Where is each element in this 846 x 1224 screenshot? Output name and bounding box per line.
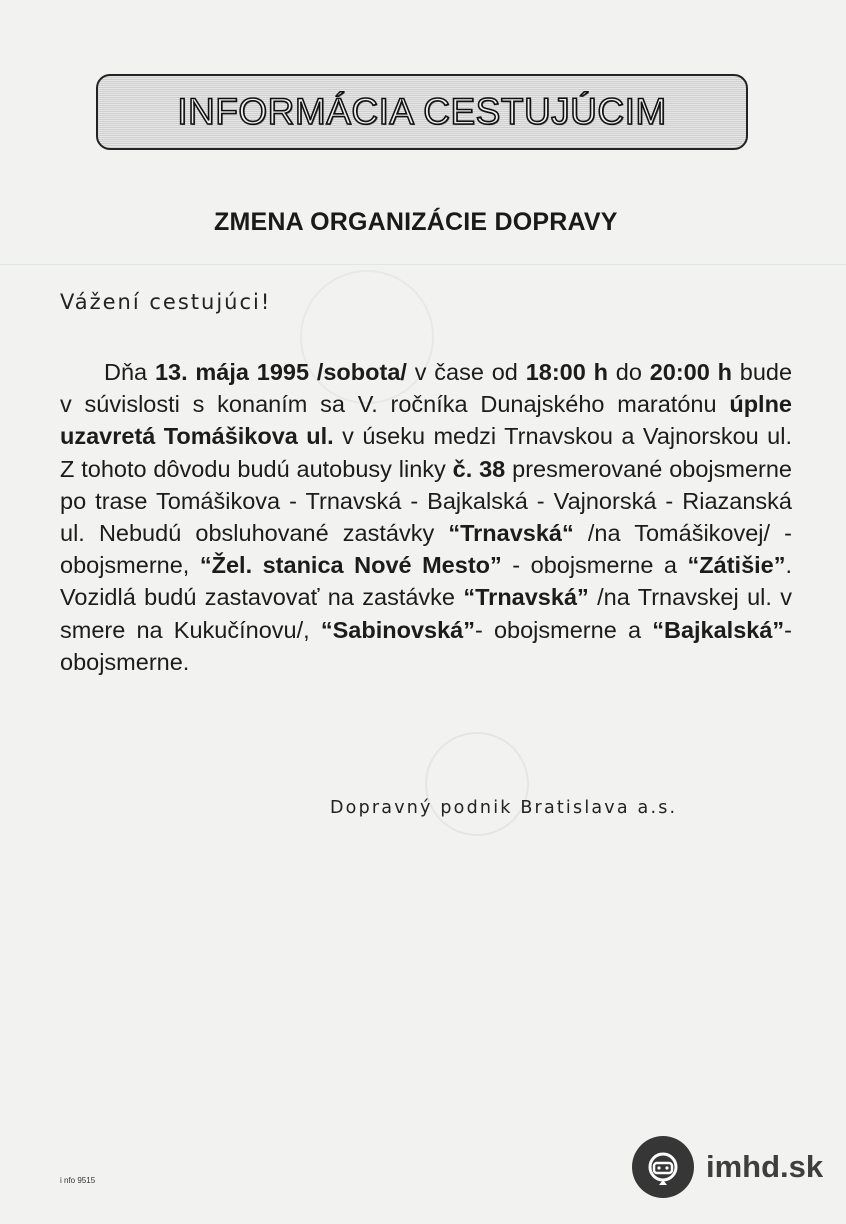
- closed-street: úplne uzavretá Tomášikova ul.: [60, 391, 793, 450]
- body-text: do: [615, 359, 642, 385]
- brand-name: imhd.sk: [706, 1149, 824, 1184]
- bus-line: č. 38: [452, 455, 506, 482]
- watermark-seal: [425, 732, 529, 836]
- body-text: . Vozidlá budú zastavovať na zastávke: [60, 552, 793, 611]
- stop-name: “Sabinovská”: [320, 616, 475, 643]
- body-text: presmerované obojsmerne po trase Tomášikova - Trnavská - Bajkalská - Vajnorská - Riazanská ul. Nebudú obsluhované zastávky: [60, 455, 793, 547]
- subtitle: ZMENA ORGANIZÁCIE DOPRAVY: [214, 208, 618, 236]
- stop-name: “Zátišie”: [687, 552, 786, 579]
- scan-line: [0, 264, 846, 265]
- body-text: /na Trnavskej ul. v smere na Kukučínovu/,: [60, 584, 793, 643]
- signature: Dopravný podnik Bratislava a.s.: [330, 798, 678, 818]
- notice-body: [60, 356, 792, 678]
- body-text: bude v súvislosti s konaním sa V. ročníka Dunajského maratónu: [60, 359, 793, 418]
- time-start: 18:00 h: [525, 359, 608, 385]
- time-end: 20:00 h: [649, 359, 732, 385]
- body-text: - obojsmerne a: [474, 616, 642, 643]
- body-text: - obojsmerne a: [512, 552, 678, 579]
- body-text: /na Tomášikovej/ - obojsmerne,: [60, 520, 792, 579]
- body-text: - obojsmerne.: [60, 616, 792, 675]
- stop-name: “Žel. stanica Nové Mesto”: [199, 552, 502, 579]
- page-title: INFORMÁCIA CESTUJÚCIM: [177, 91, 667, 132]
- date-highlight: 13. mája 1995 /sobota/: [154, 359, 407, 385]
- stop-name: “Bajkalská”: [652, 616, 785, 643]
- brand-watermark: [632, 1136, 832, 1198]
- document-code: i nfo 9515: [60, 1176, 96, 1185]
- header-banner: [96, 74, 748, 150]
- body-text: Dňa: [104, 359, 148, 385]
- imhd-logo-icon: [632, 1136, 694, 1198]
- body-text: v čase od: [414, 359, 518, 385]
- greeting: Vážení cestujúci!: [60, 290, 272, 314]
- stop-name: “Trnavská“: [448, 520, 574, 547]
- stop-name: “Trnavská”: [463, 584, 589, 611]
- body-text: v úseku medzi Trnavskou a Vajnorskou ul. Z tohoto dôvodu budú autobusy linky: [60, 423, 792, 482]
